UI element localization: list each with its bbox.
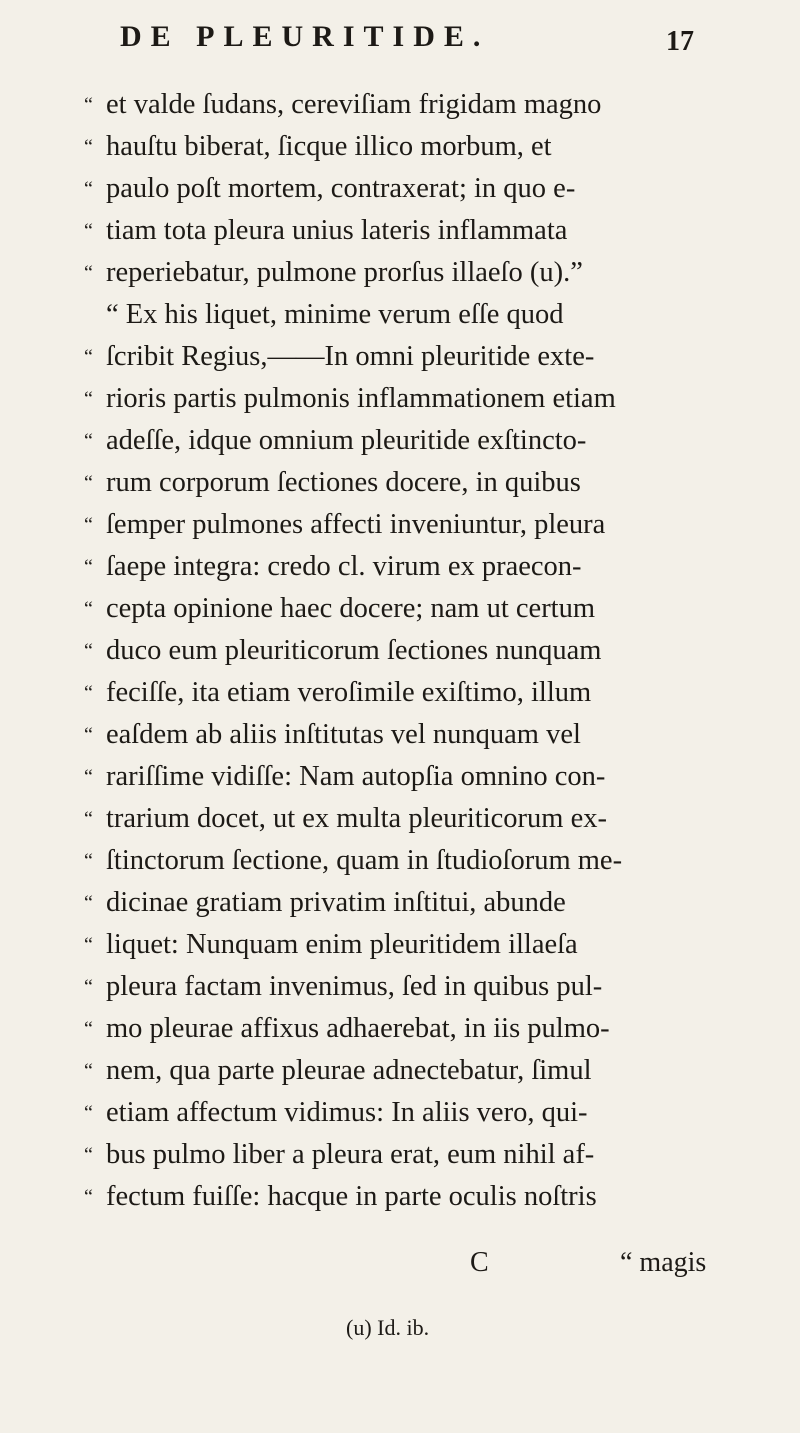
quote-mark: “ [84,724,93,746]
line-text: tiam tota pleura unius lateris inflammata [106,215,568,246]
line-text: liquet: Nunquam enim pleuritidem illaeſa [106,929,578,960]
line-text: mo pleurae affixus adhaerebat, in iis pulmo- [106,1013,610,1044]
quote-mark: “ [84,892,93,914]
line-text: paulo poſt mortem, contraxerat; in quo e- [106,173,576,204]
line-text: reperiebatur, pulmone prorſus illaeſo (u).” [106,257,583,288]
signature-mark: C [470,1247,489,1278]
text-line [84,166,770,212]
text-line [84,712,770,758]
line-text: hauſtu biberat, ſicque illico morbum, et [106,131,552,162]
quote-mark: “ [84,388,93,410]
text-line [84,586,770,632]
line-text: fectum fuiſſe: hacque in parte oculis noſtris [106,1181,597,1212]
quote-mark: “ [84,850,93,872]
text-line [84,376,770,422]
line-text: rioris partis pulmonis inflammationem etiam [106,383,616,414]
line-text: rum corporum ſectiones docere, in quibus [106,467,581,498]
text-line [84,250,770,296]
footnote: (u) Id. ib. [346,1315,430,1340]
text-line [84,838,770,884]
text-line [84,796,770,842]
text-line [84,628,770,674]
quote-mark: “ [84,220,93,242]
line-text: adeſſe, idque omnium pleuritide exſtincto- [106,425,587,456]
text-line [84,1090,770,1136]
line-text: cepta opinione haec docere; nam ut certum [106,593,596,624]
quote-mark: “ [84,262,93,284]
quote-mark: “ [84,1186,93,1208]
line-text: ſtinctorum ſectione, quam in ſtudioſorum me- [106,845,623,876]
quote-mark: “ [84,640,93,662]
line-text: ſcribit Regius,——In omni pleuritide exte- [106,341,595,372]
text-line [84,1132,770,1178]
text-line [84,670,770,716]
quote-mark: “ [84,682,93,704]
line-text: trarium docet, ut ex multa pleuriticorum ex- [106,803,607,834]
quote-mark: “ [84,136,93,158]
catchword-row [0,1247,800,1291]
line-text: rariſſime vidiſſe: Nam autopſia omnino con- [106,761,606,792]
quote-mark: “ [84,808,93,830]
line-text: “ Ex his liquet, minime verum eſſe quod [106,299,564,330]
text-line [84,502,770,548]
text-line [84,82,770,128]
quote-mark: “ [84,430,93,452]
text-line [84,418,770,464]
line-text: eaſdem ab aliis inſtitutas vel nunquam vel [106,719,581,750]
line-text: feciſſe, ita etiam veroſimile exiſtimo, illum [106,677,592,708]
line-text: etiam affectum vidimus: In aliis vero, qui- [106,1097,588,1128]
text-line [84,1006,770,1052]
quote-mark: “ [84,934,93,956]
quote-mark: “ [84,1060,93,1082]
text-line [84,460,770,506]
line-text: dicinae gratiam privatim inſtitui, abunde [106,887,566,918]
page-number: 17 [666,26,694,57]
text-line [84,880,770,926]
quote-mark: “ [84,514,93,536]
text-line [106,292,792,338]
catchword: “ magis [620,1247,707,1278]
quote-mark: “ [84,472,93,494]
line-text: nem, qua parte pleurae adnectebatur, ſimul [106,1055,592,1086]
quote-mark: “ [84,1144,93,1166]
line-text: ſemper pulmones affecti inveniuntur, pleura [106,509,606,540]
quote-mark: “ [84,1018,93,1040]
text-line [84,208,770,254]
quote-mark: “ [84,976,93,998]
line-text: bus pulmo liber a pleura erat, eum nihil af- [106,1139,595,1170]
text-line [84,1048,770,1094]
line-text: et valde ſudans, cereviſiam frigidam magno [106,89,602,120]
text-line [84,922,770,968]
quote-mark: “ [84,94,93,116]
text-line [84,754,770,800]
quote-mark: “ [84,346,93,368]
text-line [84,964,770,1010]
quote-mark: “ [84,178,93,200]
text-line [84,1174,770,1220]
quote-mark: “ [84,556,93,578]
line-text: pleura factam invenimus, ſed in quibus pul- [106,971,603,1002]
line-text: duco eum pleuriticorum ſectiones nunquam [106,635,602,666]
quote-mark: “ [84,1102,93,1124]
running-head: DE PLEURITIDE. [120,20,490,53]
quote-mark: “ [84,766,93,788]
line-text: ſaepe integra: credo cl. virum ex praecon- [106,551,582,582]
text-line [84,544,770,590]
quote-mark: “ [84,598,93,620]
text-line [84,124,770,170]
text-line [84,334,770,380]
